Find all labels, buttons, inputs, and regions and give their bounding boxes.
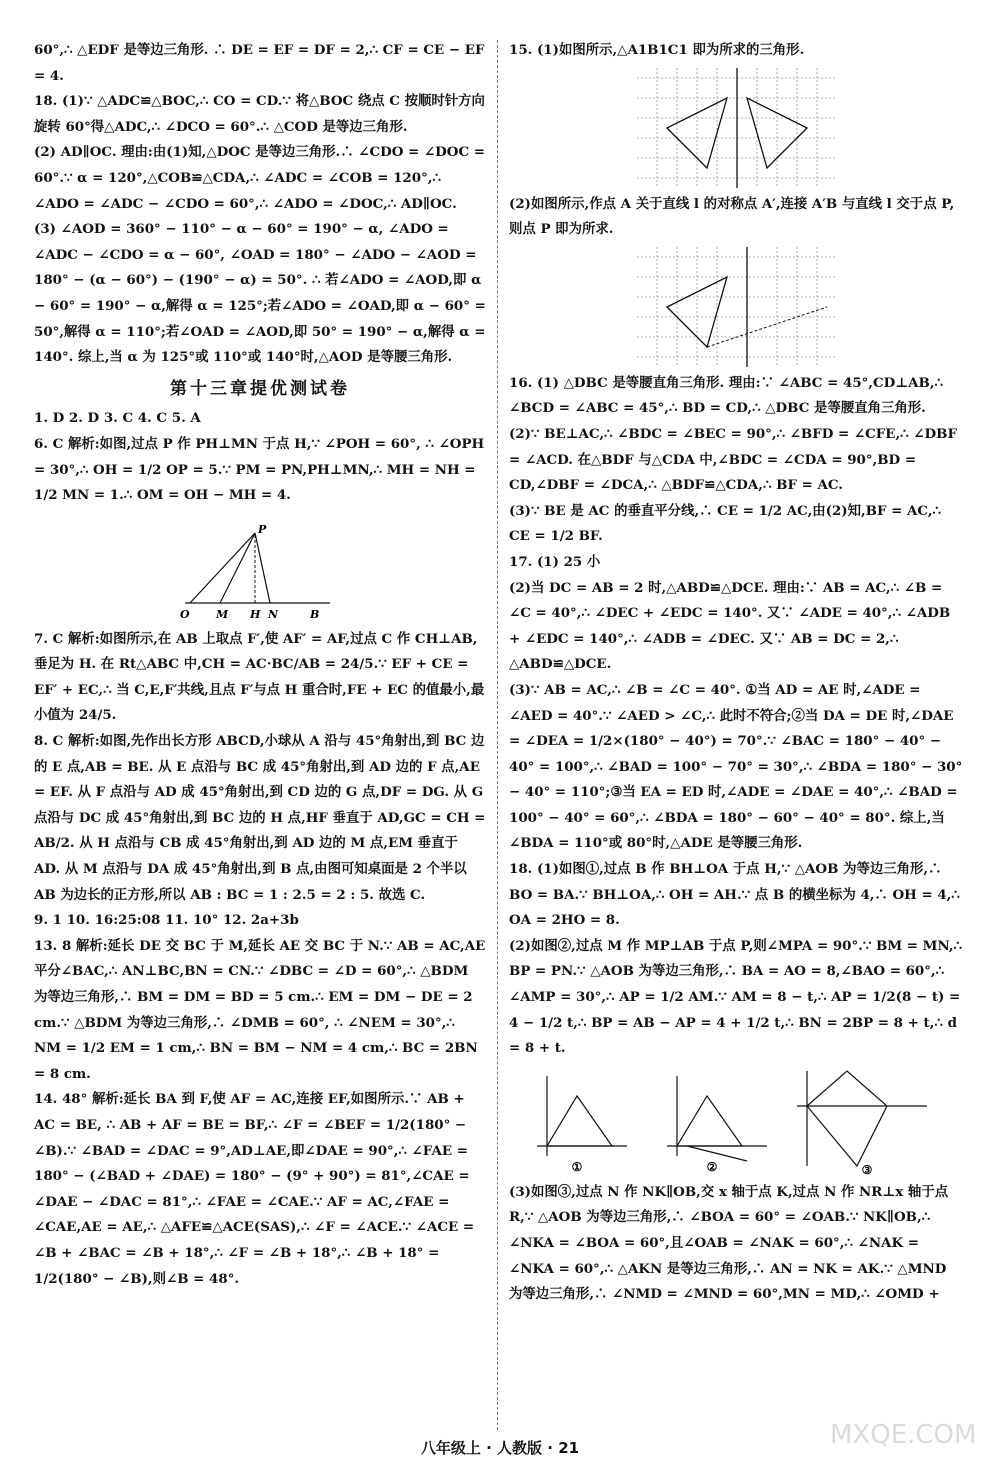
figure-label-2: ② [706, 1159, 717, 1174]
right-column [509, 38, 964, 1308]
watermark: MXQE.COM [830, 1420, 977, 1450]
answer-14: 14. 48° 解析:延长 BA 到 F,使 AF = AC,连接 EF,如图所示.∵ AB + AC = BE, ∴ AB + AF = BE = BF,∴ ∠F = ∠BEF = 1/2(180° − ∠B).∵ ∠BAD = ∠DAC = 9°,AD⊥AE,即∠DAE = 90°,∴ ∠FAE = 180° − (∠BAD + ∠DAE) = 180° − (9° + 90°) = 81°,∠CAE = ∠DAE − ∠DAC = 81°,∴ ∠FAE = ∠CAE.∵ AF = AC,∠FAE = ∠CAE,AE = AE,∴ △AFE≌△ACE(SAS),∴ ∠F = ∠ACE.∵ ∠ACE = ∠B + ∠BAC = ∠B + 18°,∴ ∠F = ∠B + 18°,∴ ∠B + 18° = 1/2(180° − ∠B),则∠B = 48°. [34, 1091, 475, 1287]
figure-q6 [180, 513, 340, 623]
answer-15-part2: (2)如图所示,作点 A 关于直线 l 的对称点 A′,连接 A′B 与直线 l 交于点 P,则点 P 即为所求. [509, 195, 955, 238]
answer-16-part3: (3)∵ BE 是 AC 的垂直平分线,∴ CE = 1/2 AC,由(2)知,BF = AC,∴ CE = 1/2 BF. [509, 502, 942, 545]
svg-text:H: H [250, 607, 261, 621]
answer-18-right-part2: (2)如图②,过点 M 作 MP⊥AB 于点 P,则∠MPA = 90°.∵ BM = MN,∴ BP = PN.∵ △AOB 为等边三角形,∴ BA = AO = 8,∠BAO = 60°,∴ ∠AMP = 30°,∴ AP = 1/2 AM.∵ AM = 8 − t,∴ AP = 1/2(8 − t) = 4 − 1/2 t,∴ BP = AB − AP = 4 + 1/2 t,∴ BN = 2BP = 8 + t,∴ d = 8 + t. [509, 937, 963, 1057]
answer-18-right-part3: (3)如图③,过点 N 作 NK∥OB,交 x 轴于点 K,过点 N 作 NR⊥x 轴于点 R,∵ △AOB 为等边三角形,∴ ∠BOA = 60° = ∠OAB.∵ NK∥OB,∴ ∠NKA = ∠BOA = 60°,且∠OAB = ∠NAK = 60°,∴ ∠NAK = ∠NKA = 60°,∴ △AKN 是等边三角形,∴ AN = NK = AK.∵ △MND 为等边三角形,∴ ∠NMD = ∠MND = 60°,MN = MD,∴ ∠OMD + [509, 1183, 949, 1303]
page-footer: 八年级上 · 人教版 · 21 [420, 1439, 580, 1457]
answer-18-part2: (2) AD∥OC. 理由:由(1)知,△DOC 是等边三角形.∴ ∠CDO = ∠DOC = 60°.∵ α = 120°,△COB≌△CDA,∴ ∠ADC = ∠COB = 120°,∴ ∠ADO = ∠ADC − ∠CDO = 60°,∴ ∠ADO = ∠DOC,∴ AD∥OC. [34, 144, 485, 212]
figure-q15-reflection [637, 247, 837, 367]
svg-text:B: B [310, 607, 320, 621]
svg-text:M: M [216, 607, 229, 621]
answers-9-12: 9. 1 10. 16:25:08 11. 10° 12. 2a+3b [34, 912, 299, 929]
left-column [34, 38, 486, 1292]
figure-label-3: ③ [861, 1162, 872, 1176]
answer-17-part2: (2)当 DC = AB = 2 时,△ABD≌△DCE. 理由:∵ AB = AC,∴ ∠B = ∠C = 40°,∴ ∠DEC + ∠EDC = 140°. 又∵ ∠ADE = 40°,∴ ∠ADB + ∠EDC = 140°,∴ ∠ADB = ∠DEC. 又∵ AB = DC = 2,∴ △ABD≌△DCE. [509, 579, 951, 673]
answer-17-part1: 17. (1) 25 小 [509, 553, 601, 570]
svg-text:O: O [180, 607, 190, 621]
answer-13: 13. 8 解析:延长 DE 交 BC 于 M,延长 AE 交 BC 于 N.∵ AB = AC,AE 平分∠BAC,∴ AN⊥BC,BN = CN.∵ ∠DBC = ∠D = 60°,∴ △BDM 为等边三角形,∴ BM = DM = BD = 5 cm.∴ EM = DM − DE = 2 cm.∵ △BDM 为等边三角形,∴ ∠DMB = 60°, ∴ ∠NEM = 30°,∴ NM = 1/2 EM = 1 cm,∴ BN = BM − NM = 4 cm,∴ BC = 2BN = 8 cm. [34, 937, 486, 1082]
answer-18-right-part1: 18. (1)如图①,过点 B 作 BH⊥OA 于点 H,∵ △AOB 为等边三角形,∴ BO = BA.∵ BH⊥OA,∴ OH = AH.∵ 点 B 的横坐标为 4,∴ OH = 4,∴ OA = 2HO = 8. [509, 861, 960, 929]
figure-q15-grid [637, 68, 837, 188]
svg-text:P: P [258, 522, 267, 536]
column-divider [497, 40, 498, 1430]
figure-q18-coordinate [527, 1066, 947, 1176]
answer-17-part3: (3)∵ AB = AC,∴ ∠B = ∠C = 40°. ①当 AD = AE 时,∠ADE = ∠AED = 40°.∵ ∠AED > ∠C,∴ 此时不符合;②当 DA = DE 时,∠DAE = ∠DEA = 1/2×(180° − 40°) = 70°.∵ ∠BAC = 180° − 40° − 40° = 100°,∴ ∠BAD = 100° − 70° = 30°,∴ ∠BDA = 180° − 30° − 40° = 110°;③当 EA = ED 时,∠ADE = ∠DAE = 40°,∴ ∠BAD = 100° − 40° = 60°,∴ ∠BDA = 180° − 60° − 40° = 80°. 综上,当∠BDA = 110°或 80°时,△ADE 是等腰三角形. [509, 681, 963, 852]
answer-16-part1: 16. (1) △DBC 是等腰直角三角形. 理由:∵ ∠ABC = 45°,CD⊥AB,∴ ∠BCD = ∠ABC = 45°,∴ BD = CD,∴ △DBC 是等腰直角三角形. [509, 374, 944, 417]
svg-text:N: N [268, 607, 279, 621]
answer-8: 8. C 解析:如图,先作出长方形 ABCD,小球从 A 沿与 45°角射出,到 BC 边的 E 点,AB = BE. 从 E 点沿与 BC 成 45°角射出,到 AD 边的 F 点,AE = EF. 从 F 点沿与 AD 成 45°角射出,到 CD 边的 G 点,DF = DG. 从 G 点沿与 DC 成 45°角射出,到 BC 边的 H 点,HF 垂直于 AD,GC = CH = AB/2. 从 H 点沿与 CB 成 45°角射出,到 AD 边的 M 点,EM 垂直于 AD. 从 M 点沿与 DA 成 45°角射出,到 B 点,由图可知桌面是 2 个半以 AB 为边长的正方形,所以 AB : BC = 1 : 2.5 = 2 : 5. 故选 C. [34, 733, 486, 903]
answer-6: 6. C 解析:如图,过点 P 作 PH⊥MN 于点 H,∵ ∠POH = 60°, ∴ ∠OPH = 30°,∴ OH = 1/2 OP = 5.∵ PM = PN,PH⊥MN,∴ MH = NH = 1/2 MN = 1.∴ OM = OH − MH = 4. [34, 435, 485, 504]
answer-18-part3: (3) ∠AOD = 360° − 110° − α − 60° = 190° − α, ∠ADO = ∠ADC − ∠CDO = α − 60°, ∠OAD = 180° − ∠ADO − ∠AOD = 180° − (α − 60°) − (190° − α) = 50°. ∴ 若∠ADO = ∠AOD,即 α − 60° = 190° − α,解得 α = 125°;若∠ADO = ∠OAD,即 α − 60° = 50°,解得 α = 110°;若∠OAD = ∠AOD,即 50° = 190° − α,解得 α = 140°. 综上,当 α 为 125°或 110°或 140°时,△AOD 是等腰三角形. [34, 221, 486, 366]
answer-15-part1: 15. (1)如图所示,△A1B1C1 即为所求的三角形. [509, 42, 805, 58]
figure-label-1: ① [571, 1159, 582, 1174]
answers-1-5: 1. D 2. D 3. C 4. C 5. A [34, 410, 201, 427]
answer-7: 7. C 解析:如图所示,在 AB 上取点 F′,使 AF′ = AF,过点 C 作 CH⊥AB,垂足为 H. 在 Rt△ABC 中,CH = AC·BC/AB = 24/5.∵ EF + CE = EF′ + EC,∴ 当 C,E,F′共线,且点 F′与点 H 重合时,FE + EC 的值最小,最小值为 24/5. [34, 630, 485, 724]
chapter-title: 第十三章提优测试卷 [170, 378, 350, 399]
answer-18-part1: 18. (1)∵ △ADC≌△BOC,∴ CO = CD.∵ 将△BOC 绕点 C 按顺时针方向旋转 60°得△ADC,∴ ∠DCO = 60°.∴ △COD 是等边三角形. [34, 93, 485, 135]
answer-16-part2: (2)∵ BE⊥AC,∴ ∠BDC = ∠BEC = 90°,∴ ∠BFD = ∠CFE,∴ ∠DBF = ∠ACD. 在△BDF 与△CDA 中,∠BDC = ∠CDA = 90°,BD = CD,∠DBF = ∠DCA,∴ △BDF≌△CDA,∴ BF = AC. [509, 425, 957, 494]
answer-continued: 60°,∴ △EDF 是等边三角形. ∴ DE = EF = DF = 2,∴ CF = CE − EF = 4. [34, 42, 485, 84]
